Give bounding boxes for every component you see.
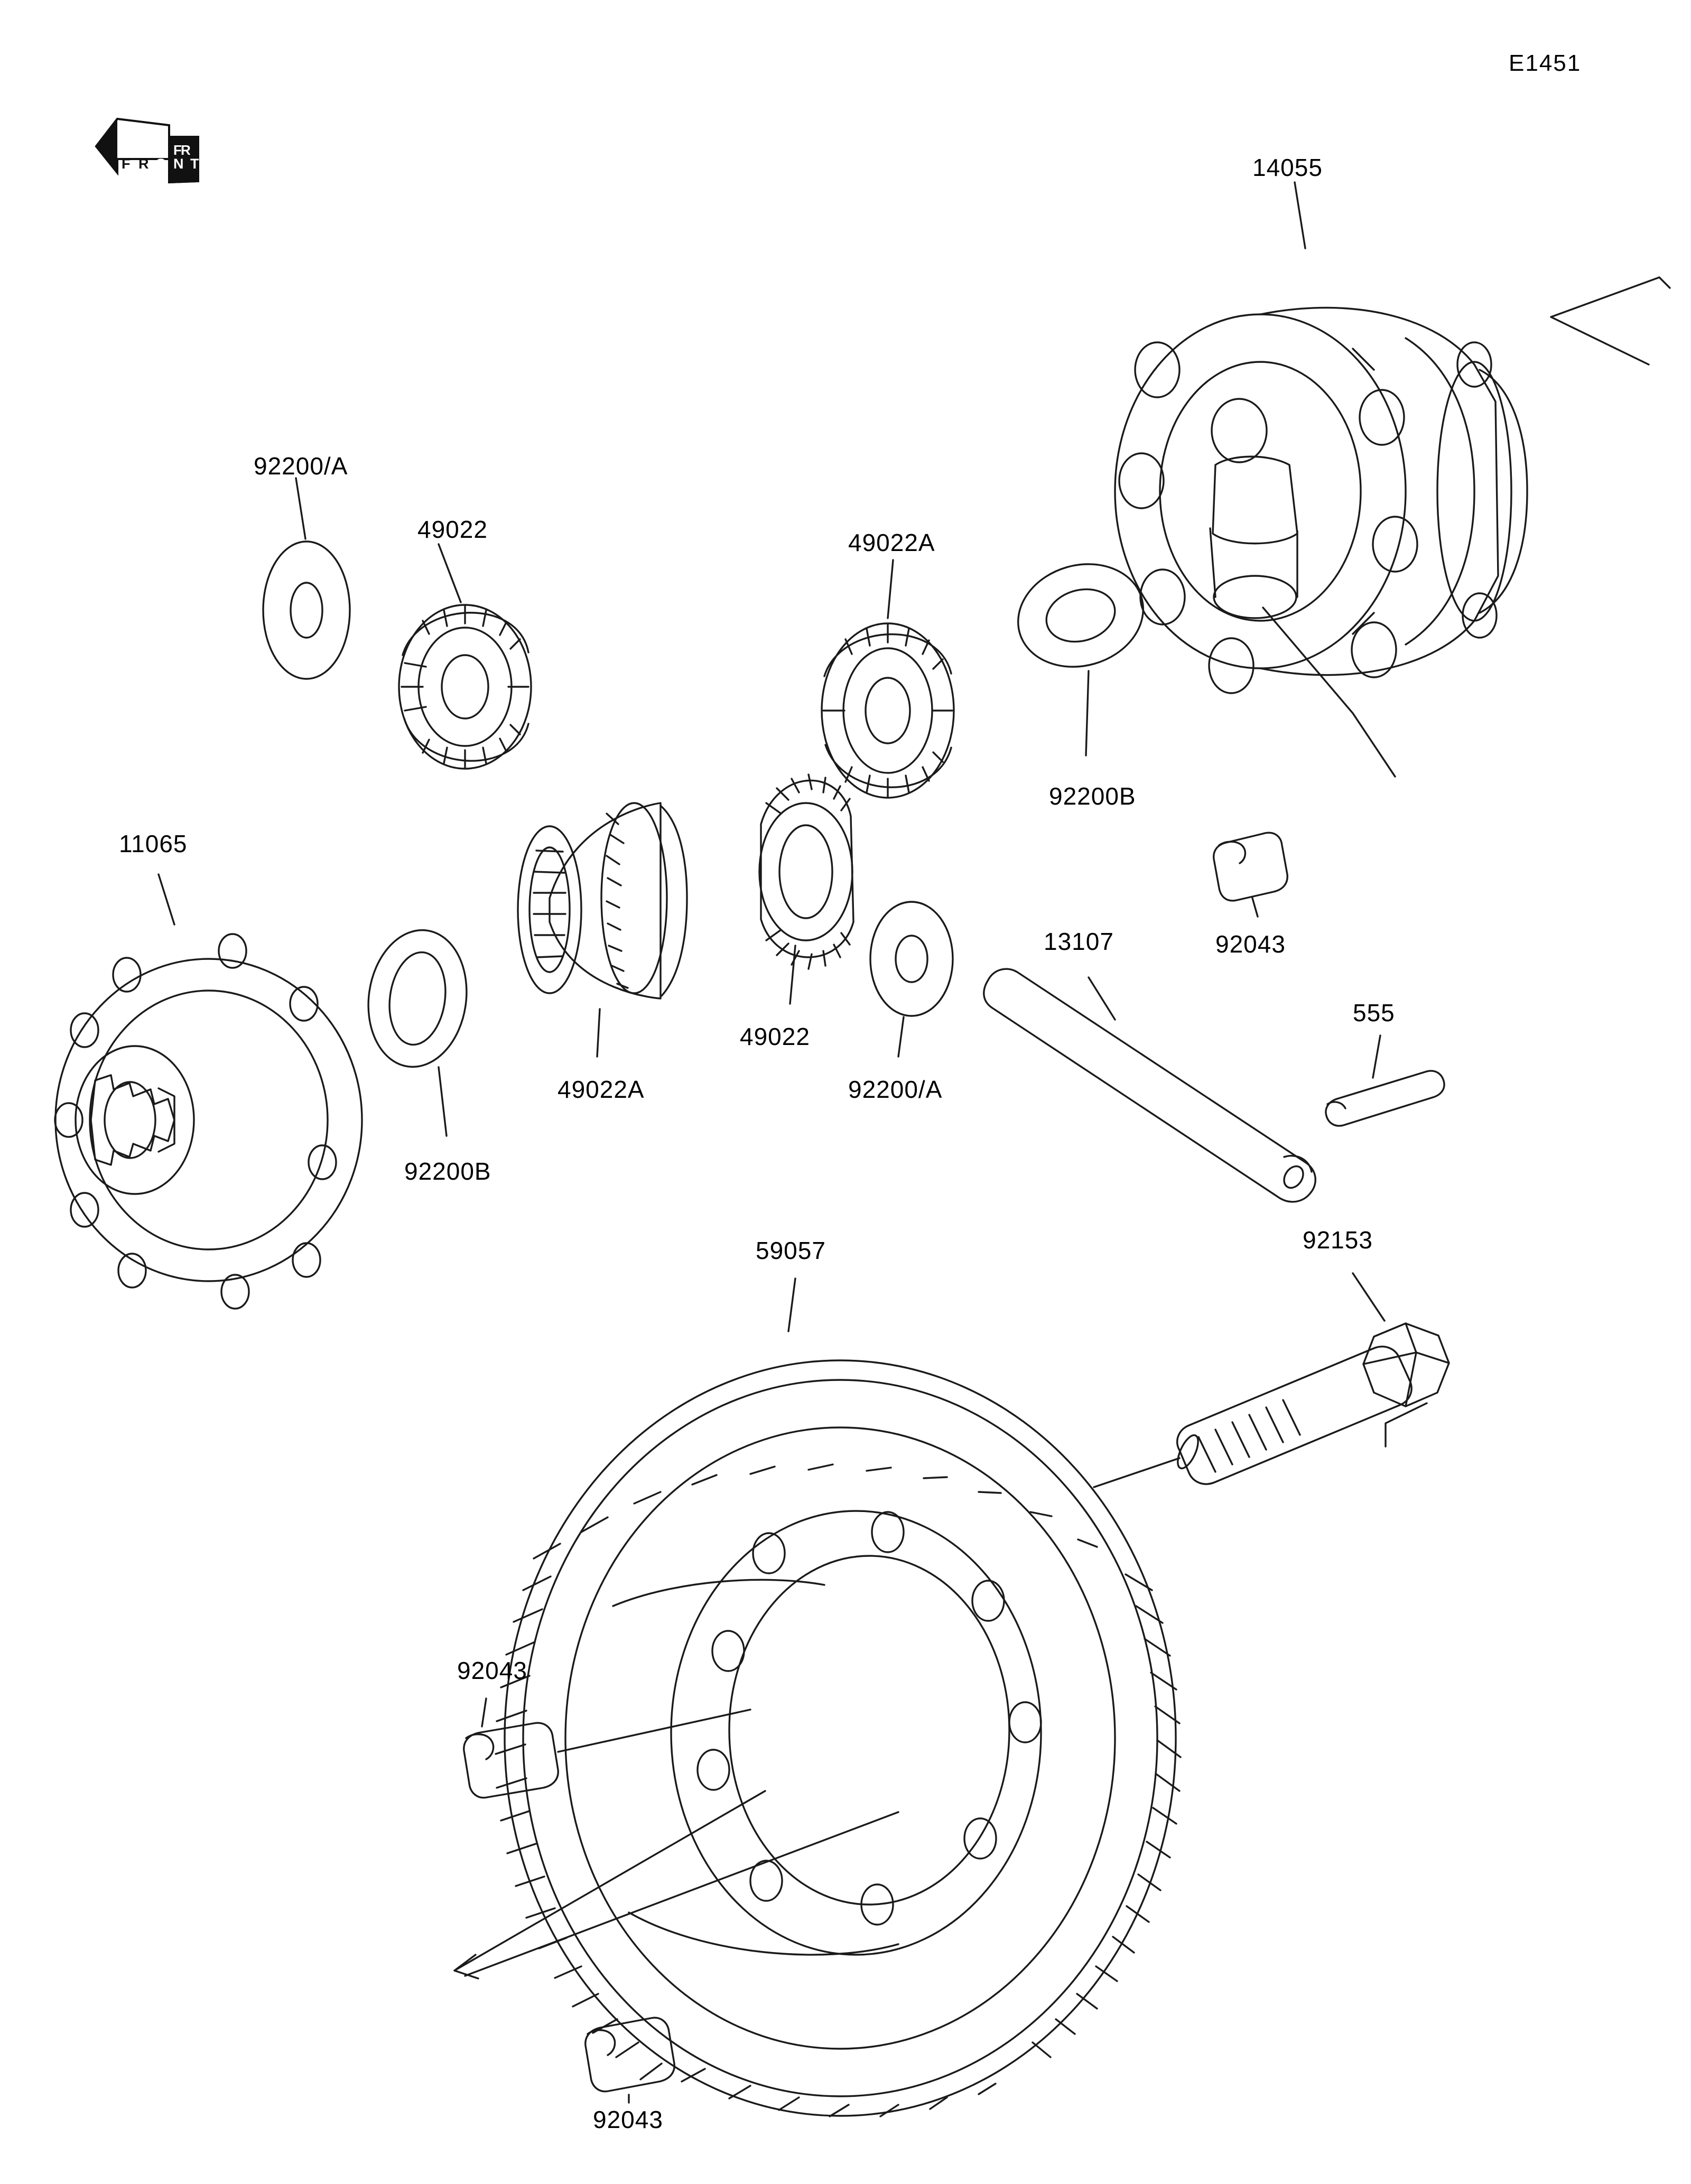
callout-92200A-lower: 92200/A bbox=[848, 1076, 943, 1103]
leader-92200B-left bbox=[439, 1067, 447, 1136]
part-92153-bolt bbox=[1174, 1323, 1449, 1484]
leader-92043-left-to-gear bbox=[558, 1710, 750, 1752]
assembly-arrow-upper-2 bbox=[1551, 317, 1649, 365]
leader-92200B-right bbox=[1263, 608, 1395, 777]
svg-text:F: F bbox=[122, 156, 131, 172]
callout-14055: 14055 bbox=[1252, 154, 1323, 181]
callout-92043-bottom: 92043 bbox=[593, 2106, 663, 2133]
part-92200A-washer-lower-mid bbox=[870, 902, 953, 1016]
leader-14055 bbox=[1295, 182, 1305, 248]
callout-92200B-right: 92200B bbox=[1049, 782, 1136, 810]
svg-text:T: T bbox=[190, 156, 199, 172]
leader-92200A-lower bbox=[898, 1017, 904, 1057]
callout-49022-lower: 49022 bbox=[740, 1023, 810, 1050]
leader-13107 bbox=[1089, 977, 1115, 1020]
part-92200B-washer-right bbox=[1006, 550, 1155, 682]
callout-92200A-upper: 92200/A bbox=[254, 452, 348, 480]
callout-555: 555 bbox=[1353, 999, 1395, 1026]
callout-92043-left: 92043 bbox=[457, 1657, 527, 1684]
svg-text:R: R bbox=[138, 156, 149, 172]
part-49022-bevel-gear-upper-left bbox=[399, 605, 531, 769]
leader-92200A-upper bbox=[296, 478, 305, 539]
part-49022A-bevel-gear-lower-left bbox=[518, 803, 687, 998]
part-92200A-washer-upper-left bbox=[263, 542, 350, 679]
part-49022A-bevel-gear-upper-right bbox=[822, 623, 954, 798]
part-14055-differential-case bbox=[1115, 307, 1527, 693]
callout-59057: 59057 bbox=[756, 1237, 826, 1264]
callout-49022-upper: 49022 bbox=[417, 516, 488, 543]
svg-text:R: R bbox=[181, 142, 191, 158]
diagram-code: E1451 bbox=[1509, 50, 1582, 76]
leader-49022A-lower bbox=[597, 1009, 600, 1057]
leader-49022-upper bbox=[439, 544, 461, 602]
assembly-arrow-lower-2 bbox=[465, 1812, 898, 1976]
part-49022-bevel-gear-lower-mid bbox=[759, 774, 853, 969]
callout-13107: 13107 bbox=[1044, 928, 1114, 955]
callout-11065: 11065 bbox=[119, 830, 188, 857]
leader-555 bbox=[1373, 1035, 1380, 1078]
callout-49022A-lower: 49022A bbox=[558, 1076, 645, 1103]
assembly-arrow-upper-1 bbox=[1551, 277, 1659, 317]
part-59057-final-gear bbox=[496, 1360, 1181, 2116]
leader-92200B bbox=[1086, 671, 1089, 755]
part-92043-pin-left bbox=[464, 1723, 558, 1798]
leader-49022A-upper bbox=[888, 560, 893, 618]
leader-11065 bbox=[159, 874, 174, 925]
part-92043-pin-bottom bbox=[586, 2018, 674, 2092]
leader-92043-right bbox=[1252, 898, 1258, 917]
callout-92043-right: 92043 bbox=[1215, 930, 1286, 958]
part-92043-pin-right bbox=[1214, 833, 1288, 901]
svg-text:F: F bbox=[173, 142, 182, 158]
svg-text:N: N bbox=[173, 156, 184, 172]
part-11065-cap-flange bbox=[55, 934, 362, 1309]
leader-59057 bbox=[788, 1278, 795, 1331]
part-13107-shaft bbox=[984, 969, 1315, 1202]
callout-92200B-left: 92200B bbox=[404, 1158, 491, 1185]
part-92200B-washer-left bbox=[360, 923, 475, 1073]
callout-92153: 92153 bbox=[1303, 1226, 1373, 1254]
leader-92153-to-gear bbox=[1094, 1458, 1179, 1487]
part-555-pin bbox=[1326, 1071, 1444, 1126]
leader-92153 bbox=[1353, 1273, 1385, 1321]
leader-92043-left bbox=[482, 1698, 486, 1726]
svg-text:O: O bbox=[155, 156, 167, 172]
callout-49022A-upper: 49022A bbox=[848, 529, 935, 556]
